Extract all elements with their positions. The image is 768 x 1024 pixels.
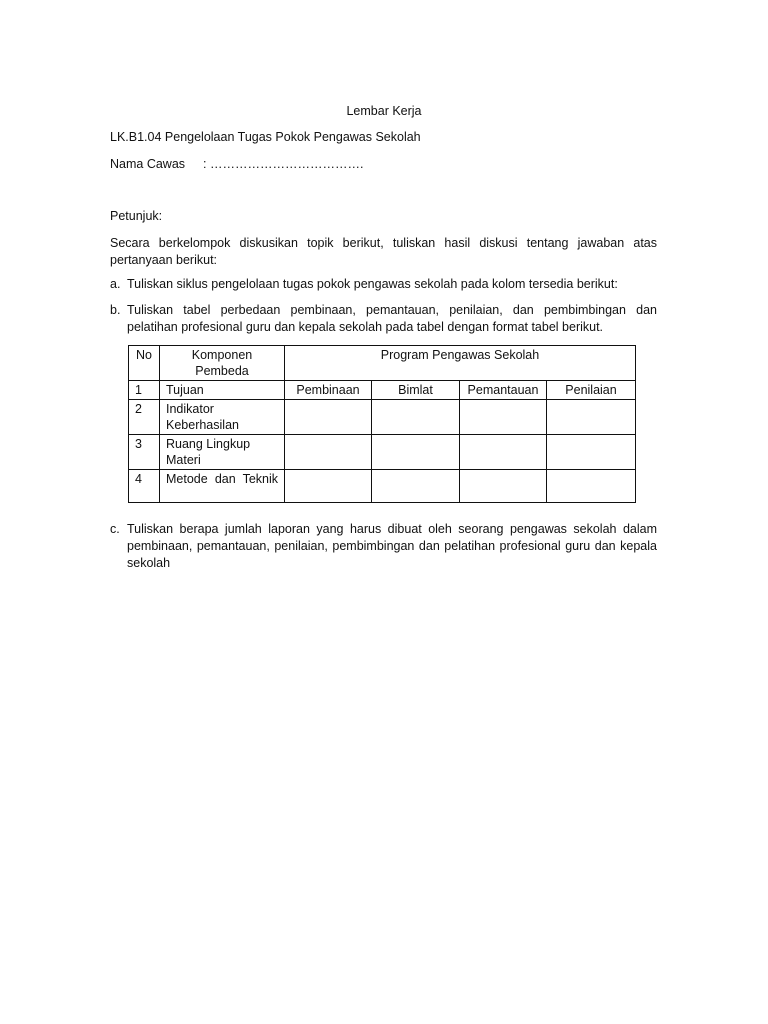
comparison-table [128,345,636,503]
table-cell-empty [460,435,547,470]
table-cell-empty [285,400,372,435]
table-row [129,381,636,400]
item-marker: b. [110,303,121,317]
table-cell-empty [460,400,547,435]
row-no: 3 [129,435,160,470]
table-cell-empty [547,470,636,503]
row-komponen: Metode dan Teknik [160,470,285,503]
header-komponen: Komponen Pembeda [160,346,285,381]
item-text: Tuliskan siklus pengelolaan tugas pokok pengawas sekolah pada kolom tersedia berikut: [127,277,618,291]
instruction-item-a [110,276,657,293]
nama-cawas-label: Nama Cawas [110,157,186,171]
header-program: Program Pengawas Sekolah [285,346,636,381]
row-komponen: Ruang Lingkup Materi [160,435,285,470]
table-header-row [129,346,636,381]
item-marker: a. [110,277,121,291]
item-marker: c. [110,522,120,536]
item-text: Tuliskan berapa jumlah laporan yang harus dibuat oleh seorang pengawas sekolah dalam pembinaan, pemantauan, penilaian, pembimbingan dan pelatihan profesional guru dan kepala sekolah [127,522,657,570]
table-cell-empty [285,470,372,503]
header-no: No [129,346,160,381]
document-subtitle: LK.B1.04 Pengelolaan Tugas Pokok Pengawas Sekolah [110,130,421,144]
table-row [129,400,636,435]
program-pemantauan: Pemantauan [460,381,547,400]
item-text: Tuliskan tabel perbedaan pembinaan, pemantauan, penilaian, dan pembimbingan dan pelatihan profesional guru dan kepala sekolah pada tabel dengan format tabel berikut. [127,303,657,334]
intro-paragraph: Secara berkelompok diskusikan topik berikut, tuliskan hasil diskusi tentang jawaban atas pertanyaan berikut: [110,236,657,267]
table-cell-empty [372,400,460,435]
table-cell-empty [372,470,460,503]
program-bimlat: Bimlat [372,381,460,400]
program-pembinaan: Pembinaan [285,381,372,400]
table-row [129,470,636,503]
program-penilaian: Penilaian [547,381,636,400]
row-komponen: Tujuan [160,381,285,400]
nama-cawas-value: : ………………………………. [203,157,364,171]
row-no: 2 [129,400,160,435]
table-cell-empty [372,435,460,470]
row-no: 1 [129,381,160,400]
instruction-item-b [110,302,657,336]
document-title: Lembar Kerja [346,104,422,118]
table-row [129,435,636,470]
table-cell-empty [285,435,372,470]
row-no: 4 [129,470,160,503]
row-komponen: Indikator Keberhasilan [160,400,285,435]
table-cell-empty [547,400,636,435]
table-cell-empty [460,470,547,503]
instruction-item-c [110,521,657,572]
table-cell-empty [547,435,636,470]
petunjuk-heading: Petunjuk: [110,209,163,223]
